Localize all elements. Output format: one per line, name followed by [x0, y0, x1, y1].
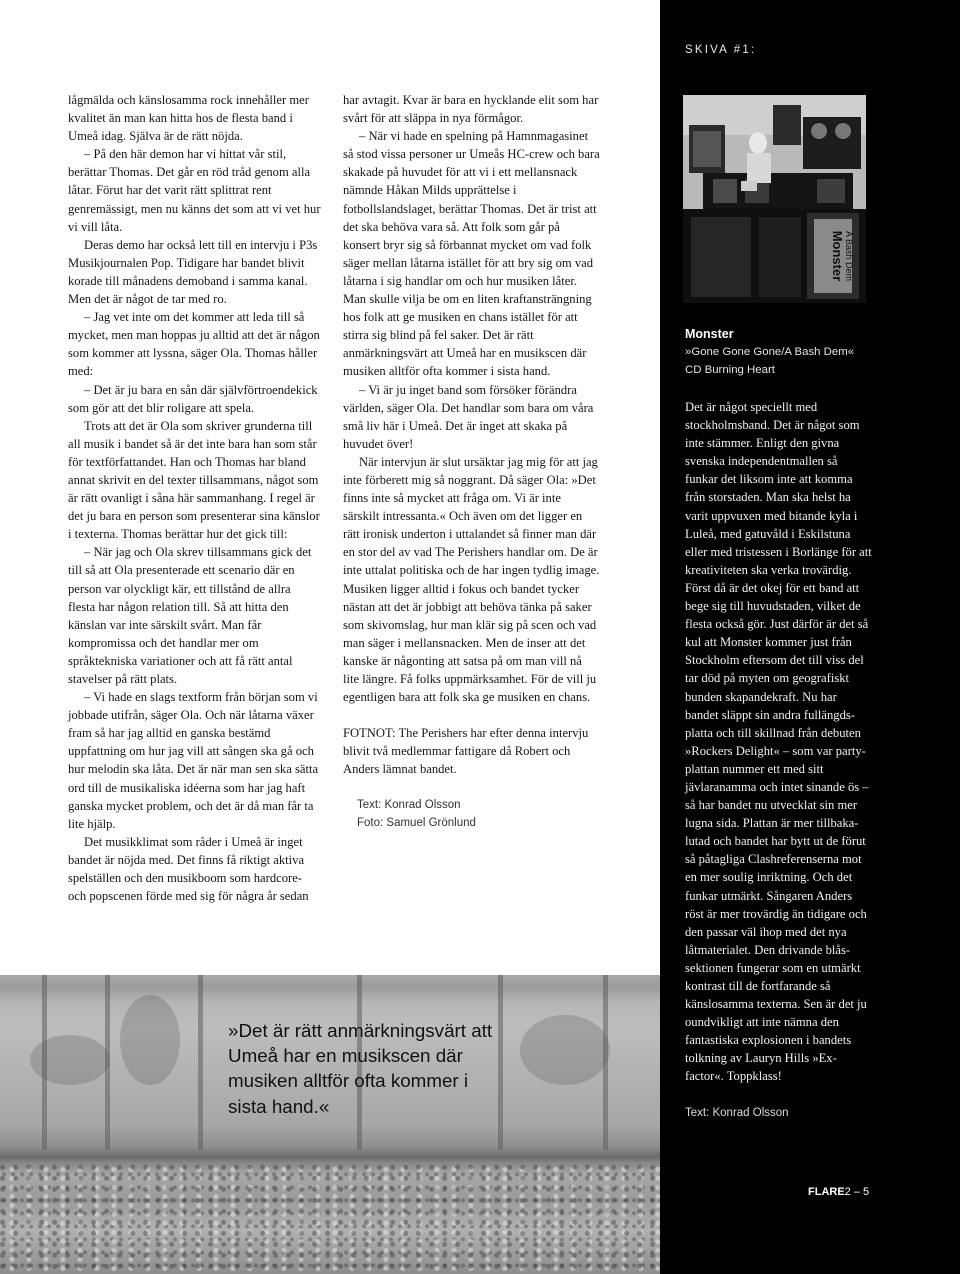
cover-album-name: A Bash Dem [844, 230, 854, 282]
page-footer [808, 1186, 869, 1198]
cover-band-name: Monster [830, 230, 845, 282]
article-paragraph: Det musikklimat som råder i Umeå är inget bandet är nöjda med. Det finns få riktigt aktiva spelställen och den musikboom som hardcore- och popscenen förde med sig för några år sedan [68, 834, 309, 904]
photo-stain [120, 995, 180, 1085]
review-format-label: CD Burning Heart [685, 364, 775, 376]
section-label: SKIVA #1: [685, 44, 757, 56]
review-credit: Text: Konrad Olsson [685, 1107, 789, 1119]
photo-post [198, 975, 203, 1150]
article-paragraph: har avtagit. Kvar är bara en hycklande elit som har svårt för att släppa in nya förmågor. [343, 93, 599, 126]
album-cover-photo [683, 95, 866, 303]
magazine-name: FLARE [808, 1186, 845, 1198]
photo-ground [0, 1164, 660, 1274]
article-paragraph: – Vi hade en slags textform från början som vi jobbade utifrån, säger Ola. Och när låtarna växer fram så har jag alltid en ganska bestämd uppfattning om hur jag vill att sången ska gå och hur melodin ska låta. Det är när man sen ska sätta ord till de musikaliska idéerna som har jag haft ganska mycket problem, och det är då man får ta lite hjälp. [68, 690, 319, 831]
article-paragraph: – När jag och Ola skrev tillsammans gick det till så att Ola presenterade ett scenario där en person var olyckligt kär, ett tillstånd de allra flesta har någon relation till. Så att hitta den känslan var inte särskilt svårt. Man får kompromissa och det handlar mer om språktekniska variationer och att få rätt antal stavelser på rätt plats. [68, 545, 312, 686]
article-paragraph: – Det är ju bara en sån där självförtroendekick som gör att det blir roligare att spela. [68, 382, 318, 415]
article-paragraph: – Vi är ju inget band som försöker förändra världen, säger Ola. Det handlar som bara om våra små liv här i Umeå. Det är inget att skaka på huvudet över! [343, 382, 594, 451]
article-paragraph: Trots att det är Ola som skriver grunderna till all musik i bandet så är det inte bara han som står för textförfattandet. Han och Thomas har bland annat skrivit en del texter tillsammans, något som är rätt ovanligt i såna här sammanhang. I regel är det ju bara en person som presenterar sina känslor i texterna. Thomas berättar hur det gick till: [68, 418, 320, 542]
credit-photo: Foto: Samuel Grönlund [357, 817, 476, 830]
pull-quote: »Det är rätt anmärkningsvärt att Umeå har en musikscen där musiken alltför ofta kommer i sista hand.« [228, 1020, 493, 1117]
review-title: Monster [685, 327, 734, 341]
article-paragraph: lågmälda och känslosamma rock innehåller mer kvalitet än man kan hitta hos de flesta band i Umeå idag. Själva är de rätt nöjda. [68, 93, 309, 144]
article-paragraph: När intervjun är slut ursäktar jag mig för att jag inte förberett mig så noggrant. Då säger Ola: »Det finns inte så mycket att fråga om. Vi är inte särskilt intressanta.« Och även om det ligger en rätt ironisk underton i uttalandet så finner man där en stor del av vad The Perishers handlar om. De är inte uttalat politiska och de har ingen tydlig image. Musiken ligger alltid i fokus och bandet tycker nästan att det är jobbigt att behöva tänka på saker som skivomslag, hur man klär sig på scen och vad man säger i mellansnacken. Men de inser att det kanske är någonting att satsa på om man vill nå lite längre. Få folks uppmärksamhet. För de vill ju egentligen bara att folk ska ge musiken en chans. [343, 454, 600, 705]
review-header [685, 325, 935, 379]
review-text: Det är något speciellt med stockholmsband. Det är något som inte stämmer. Enligt den givna svenska independentmallen så funkar det liksom inte att komma från storstaden. Man ska helst ha varit uppvuxen med bitande kyla i Luleå, med gatuvåld i Eskilstuna eller med tristessen i Borlänge för att kreativiteten ska verka trovärdig. Först då är det okej för ett band att bege sig till huvudstaden, vilket de flesta också gör. Just därför är det så kul att Monster kommer just från Stockholm eftersom det till viss del tar död på myten om geografiskt bunden skapandekraft. Nu har bandet släppt sin andra fullängds-platta och till skillnad från debuten »Rockers Delight« – som var party-plattan nummer ett med sitt jävlaranamma och intet sinande ös – så har bandet nu utvecklat sin mer lugna sida. Plattan är mer tillbaka-lutad och bandet har bytt ut de förut så påtagliga Clashreferenserna mot en mer soulig inriktning. Och det funkar utmärkt. Sångaren Anders röst är mer trovärdig än tidigare och den passar väl ihop med det nya låtmaterialet. Den drivande blås-sektionen fungerar som en utmärkt kontrast till de fortfarande så känslosamma texterna. Sen är det ju oundvikligt att inte nämna den fantastiska explosionen i bandets tolkning av Lauryn Hills »Ex-factor«. Toppklass! [685, 400, 872, 1084]
article-paragraph: – Jag vet inte om det kommer att leda till så mycket, men man hoppas ju alltid att det är någon som kommer att lyssna, säger Ola. Thomas håller med: [68, 310, 320, 379]
article-paragraph: Deras demo har också lett till en intervju i P3s Musikjournalen Pop. Tidigare har bandet blivit korade till månadens demoband i samma kanal. Men det är något de tar med ro. [68, 237, 318, 307]
article-column-middle [343, 91, 600, 832]
article-credits [343, 796, 600, 832]
article-paragraph: – När vi hade en spelning på Hamnmagasinet så stod vissa personer ur Umeås HC-crew och bara skakade på huvudet för att vi i ett mellansnack nämnde Håkan Milds upprättelse i fotbollslandslaget, berättar Thomas. Det är trist att det ska behöva vara så. Att folk som går på konsert bryr sig så förbannat mycket om vad folk säger mellan låtarna istället för att bry sig om vad låtarna i sig handlar om och hur musiken låter. Man skulle vilja be om en liten kraftansträngning hos folk att ge musiken en chans istället för att stirra sig blind på fel saker. Det är rätt anmärkningsvärt att Umeå har en musikscen där musiken alltför ofta kommer i sista hand. [343, 129, 600, 379]
photo-stain [30, 1035, 110, 1085]
issue-page: 2 – 5 [844, 1186, 870, 1198]
album-cover-image [683, 95, 866, 303]
middle-paragraphs [343, 91, 600, 706]
photo-post [498, 975, 503, 1150]
credit-text: Text: Konrad Olsson [357, 799, 461, 812]
footnote: FOTNOT: The Perishers har efter denna intervju blivit två medlemmar fattigare då Robert och Anders lämnat bandet. [343, 726, 589, 777]
review-album: »Gone Gone Gone/A Bash Dem« [685, 346, 855, 358]
article-paragraph: – På den här demon har vi hittat vår stil, berättar Thomas. Det går en röd tråd genom alla låtar. Förut har det varit rätt splittrat rent genremässigt, men nu känns det som att vi vet hur vi vill låta. [68, 147, 321, 234]
review-body [685, 398, 873, 1086]
photo-stain [520, 1015, 610, 1085]
article-column-left [68, 91, 321, 905]
